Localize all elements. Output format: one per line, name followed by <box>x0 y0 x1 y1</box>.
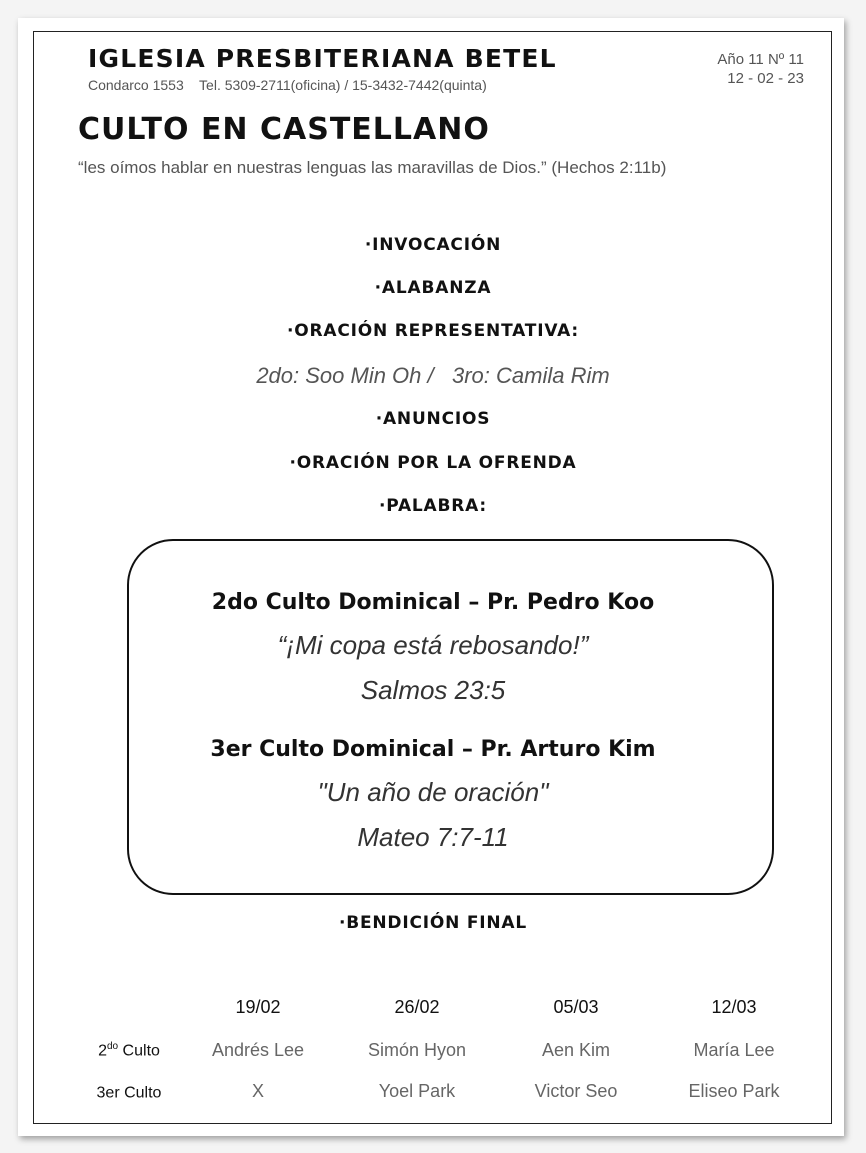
issue-number: Año 11 Nº 11 <box>717 51 804 68</box>
roster-date: 12/03 <box>711 997 757 1017</box>
sermon-reference-3er: Mateo 7:7-11 <box>357 822 509 852</box>
roster-date: 26/02 <box>394 997 440 1017</box>
roster-cell: Aen Kim <box>541 1040 611 1060</box>
roster-label-main: 2 <box>98 1042 107 1060</box>
roster-cell: María Lee <box>693 1040 775 1060</box>
roster-label-rest: Culto <box>118 1042 160 1060</box>
roster-cell: Simón Hyon <box>367 1040 467 1060</box>
order-alabanza: ·ALABANZA <box>374 278 492 298</box>
order-palabra: ·PALABRA: <box>378 496 488 516</box>
roster-label-main: 3er Culto <box>96 1084 162 1102</box>
order-anuncios: ·ANUNCIOS <box>375 409 491 429</box>
roster-date: 19/02 <box>235 997 281 1017</box>
sermon-heading-3er: 3er Culto Dominical – Pr. Arturo Kim <box>210 737 656 762</box>
issue-info <box>717 50 804 88</box>
sermon-reference-2do: Salmos 23:5 <box>360 675 506 705</box>
prayer-names: 2do: Soo Min Oh / 3ro: Camila Rim <box>256 363 610 388</box>
sermon-title-3er: "Un año de oración" <box>317 777 549 807</box>
roster-cell: X <box>251 1081 264 1101</box>
order-invocacion: ·INVOCACIÓN <box>364 235 502 255</box>
order-bendicion-final: ·BENDICIÓN FINAL <box>338 913 528 933</box>
roster-cell: Andrés Lee <box>211 1040 305 1060</box>
sermon-heading-2do: 2do Culto Dominical – Pr. Pedro Koo <box>211 590 655 615</box>
roster-cell: Yoel Park <box>378 1081 456 1101</box>
order-oracion-representativa: ·ORACIÓN REPRESENTATIVA: <box>286 321 579 341</box>
roster-date: 05/03 <box>553 997 599 1017</box>
roster-cell: Eliseo Park <box>688 1081 780 1101</box>
issue-date: 12 - 02 - 23 <box>727 70 804 87</box>
service-title: CULTO EN CASTELLANO <box>78 112 490 147</box>
roster-row-label <box>74 1083 184 1102</box>
church-address: Condarco 1553 Tel. 5309-2711(oficina) / 15-3432-7442(quinta) <box>88 77 487 93</box>
church-name: IGLESIA PRESBITERIANA BETEL <box>88 44 557 73</box>
sermon-title-2do: “¡Mi copa está rebosando!” <box>277 630 589 660</box>
roster-cell: Victor Seo <box>534 1081 618 1101</box>
epigraph-verse: “les oímos hablar en nuestras lenguas las maravillas de Dios.” (Hechos 2:11b) <box>78 158 667 177</box>
roster-label-sup: do <box>106 1041 119 1052</box>
order-oracion-ofrenda: ·ORACIÓN POR LA OFRENDA <box>289 453 577 473</box>
roster-row-label <box>74 1041 184 1060</box>
